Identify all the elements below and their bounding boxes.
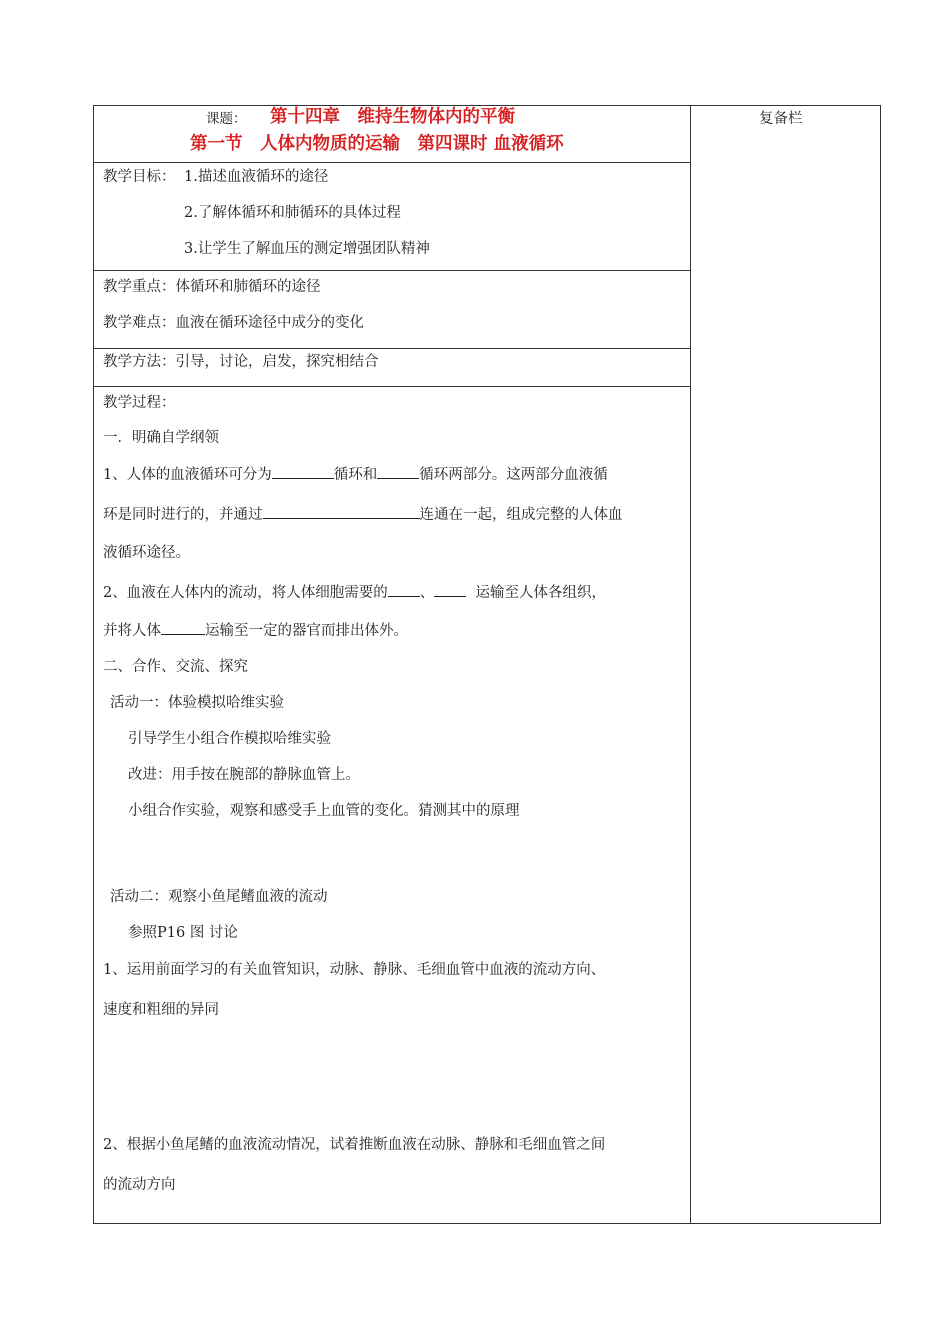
fill-blank[interactable]: [377, 464, 419, 479]
question-1-line2: 环是同时进行的，并通过 连通在一起，组成完整的人体血: [103, 504, 623, 524]
fill-blank[interactable]: [434, 582, 466, 597]
side-column-title: 复备栏: [759, 111, 803, 127]
activity-2-title: 活动二：观察小鱼尾鳍血液的流动: [110, 889, 328, 905]
activity-1-line: 引导学生小组合作模拟哈维实验: [128, 731, 331, 747]
row-divider-objectives: [94, 270, 690, 271]
fill-blank[interactable]: [161, 620, 205, 635]
activity-2-reference: 参照P16 图 讨论: [128, 925, 238, 941]
teaching-difficulty: 教学难点：血液在循环途径中成分的变化: [103, 315, 364, 331]
activity-1-line: 改进：用手按在腕部的静脉血管上。: [128, 767, 360, 783]
activity-2-question-1-cont: 速度和粗细的异同: [103, 1002, 219, 1018]
question-2-line1: 2、血液在人体内的流动，将人体细胞需要的 、 运输至人体各组织，: [103, 582, 606, 602]
row-divider-keypoints: [94, 348, 690, 349]
objective-item: 2.了解体循环和肺循环的具体过程: [184, 205, 401, 221]
question-2-line2: 并将人体 运输至一定的器官而排出体外。: [103, 620, 408, 640]
lesson-plan-table: [93, 105, 881, 1224]
row-divider-method: [94, 386, 690, 387]
title-label: 课题：: [206, 111, 247, 127]
teaching-method: 教学方法：引导，讨论，启发，探究相结合: [103, 354, 379, 370]
teaching-focus: 教学重点：体循环和肺循环的途径: [103, 279, 321, 295]
section-heading: 一．明确自学纲领: [103, 430, 219, 446]
fill-blank[interactable]: [272, 464, 334, 479]
question-1-line3: 液循环途径。: [103, 545, 190, 561]
activity-2-question-2: 2、根据小鱼尾鳍的血液流动情况，试着推断血液在动脉、静脉和毛细血管之间: [103, 1137, 606, 1153]
question-1-line1: 1、人体的血液循环可分为 循环和 循环两部分。这两部分血液循: [103, 464, 608, 484]
objectives-label: 教学目标：: [103, 169, 176, 185]
section-heading: 二、合作、交流、探究: [103, 659, 248, 675]
chapter-title: 第十四章 维持生物体内的平衡: [270, 107, 515, 127]
section-title: 第一节 人体内物质的运输 第四课时 血液循环: [190, 134, 564, 154]
fill-blank[interactable]: [388, 582, 420, 597]
process-label: 教学过程：: [103, 395, 176, 411]
activity-2-question-2-cont: 的流动方向: [103, 1177, 176, 1193]
objective-item: 3.让学生了解血压的测定增强团队精神: [184, 241, 430, 257]
activity-2-question-1: 1、运用前面学习的有关血管知识，动脉、静脉、毛细血管中血液的流动方向、: [103, 962, 606, 978]
activity-1-line: 小组合作实验，观察和感受手上血管的变化。猜测其中的原理: [128, 803, 520, 819]
column-divider: [690, 106, 691, 1223]
fill-blank[interactable]: [263, 504, 420, 519]
objective-item: 1.描述血液循环的途径: [184, 169, 329, 185]
row-divider-header: [94, 162, 690, 163]
activity-1-title: 活动一：体验模拟哈维实验: [110, 695, 284, 711]
